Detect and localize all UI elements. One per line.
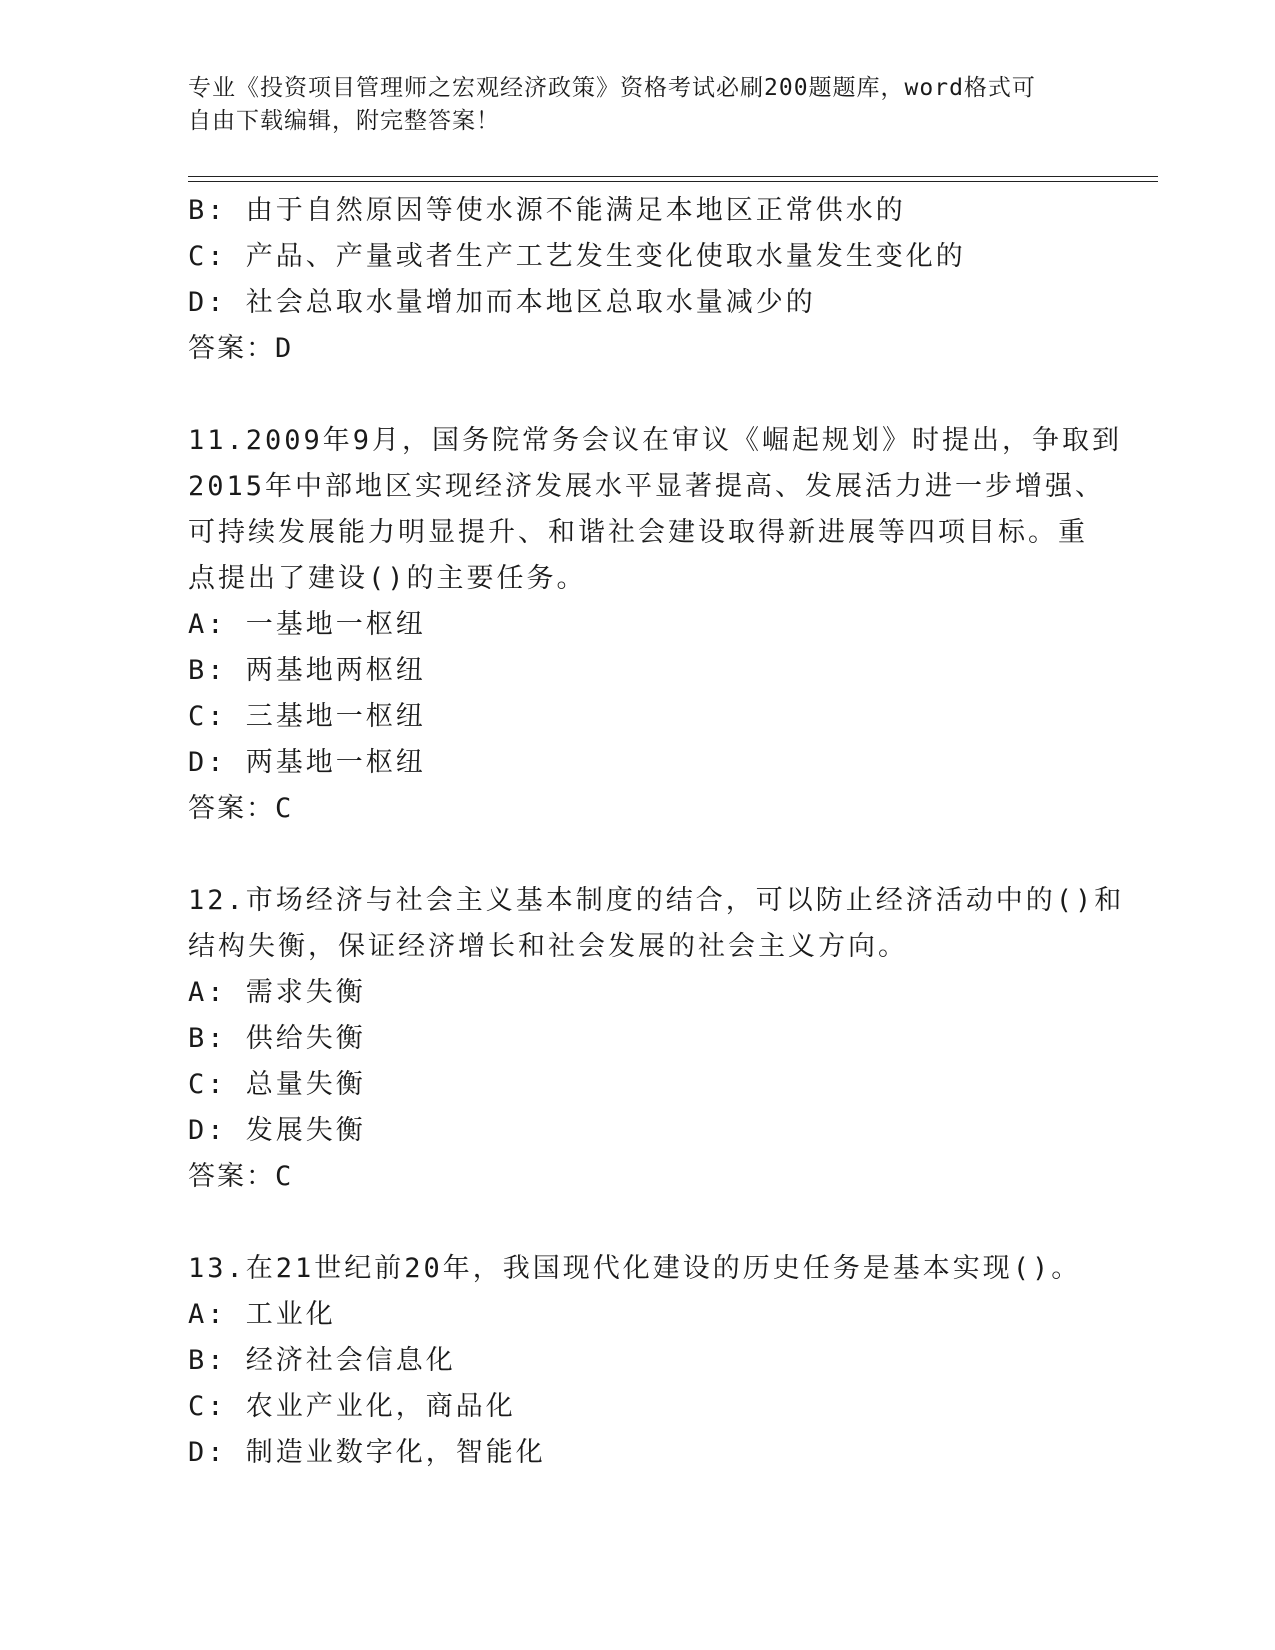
question-content <box>188 188 1125 1476</box>
question-11 <box>188 418 1123 832</box>
option-b: B: 两基地两枢纽 <box>188 655 426 686</box>
question-stem: 点提出了建设()的主要任务。 <box>188 563 587 594</box>
option-d: D: 两基地一枢纽 <box>188 747 426 778</box>
option-c: C: 三基地一枢纽 <box>188 701 426 732</box>
question-stem: 13.在21世纪前20年，我国现代化建设的历史任务是基本实现()。 <box>188 1253 1082 1284</box>
header-divider-bottom <box>188 181 1158 182</box>
option-c: C: 产品、产量或者生产工艺发生变化使取水量发生变化的 <box>188 241 966 272</box>
option-d: D: 社会总取水量增加而本地区总取水量减少的 <box>188 287 816 318</box>
option-d: D: 发展失衡 <box>188 1115 366 1146</box>
question-13 <box>188 1246 1088 1476</box>
answer: 答案：C <box>188 1161 294 1192</box>
question-stem: 可持续发展能力明显提升、和谐社会建设取得新进展等四项目标。重 <box>188 517 1088 548</box>
option-b: B: 供给失衡 <box>188 1023 366 1054</box>
option-c: C: 农业产业化，商品化 <box>188 1391 516 1422</box>
page-header <box>188 72 1088 138</box>
header-title-line-2: 自由下载编辑，附完整答案！ <box>188 108 500 134</box>
answer: 答案：D <box>188 333 294 364</box>
question-stem: 2015年中部地区实现经济发展水平显著提高、发展活力进一步增强、 <box>188 471 1106 502</box>
option-b: B: 由于自然原因等使水源不能满足本地区正常供水的 <box>188 195 906 226</box>
question-10-continued <box>188 188 1088 372</box>
option-c: C: 总量失衡 <box>188 1069 366 1100</box>
header-title-line-1: 专业《投资项目管理师之宏观经济政策》资格考试必刷200题题库，word格式可 <box>188 75 1036 101</box>
question-stem: 11.2009年9月，国务院常务会议在审议《崛起规划》时提出，争取到 <box>188 425 1123 456</box>
option-a: A: 一基地一枢纽 <box>188 609 426 640</box>
header-divider-top <box>188 176 1158 177</box>
option-a: A: 工业化 <box>188 1299 336 1330</box>
question-stem: 结构失衡，保证经济增长和社会发展的社会主义方向。 <box>188 931 908 962</box>
option-d: D: 制造业数字化，智能化 <box>188 1437 546 1468</box>
question-12 <box>188 878 1125 1200</box>
option-b: B: 经济社会信息化 <box>188 1345 456 1376</box>
option-a: A: 需求失衡 <box>188 977 366 1008</box>
question-stem: 12.市场经济与社会主义基本制度的结合，可以防止经济活动中的()和 <box>188 885 1125 916</box>
answer: 答案：C <box>188 793 294 824</box>
